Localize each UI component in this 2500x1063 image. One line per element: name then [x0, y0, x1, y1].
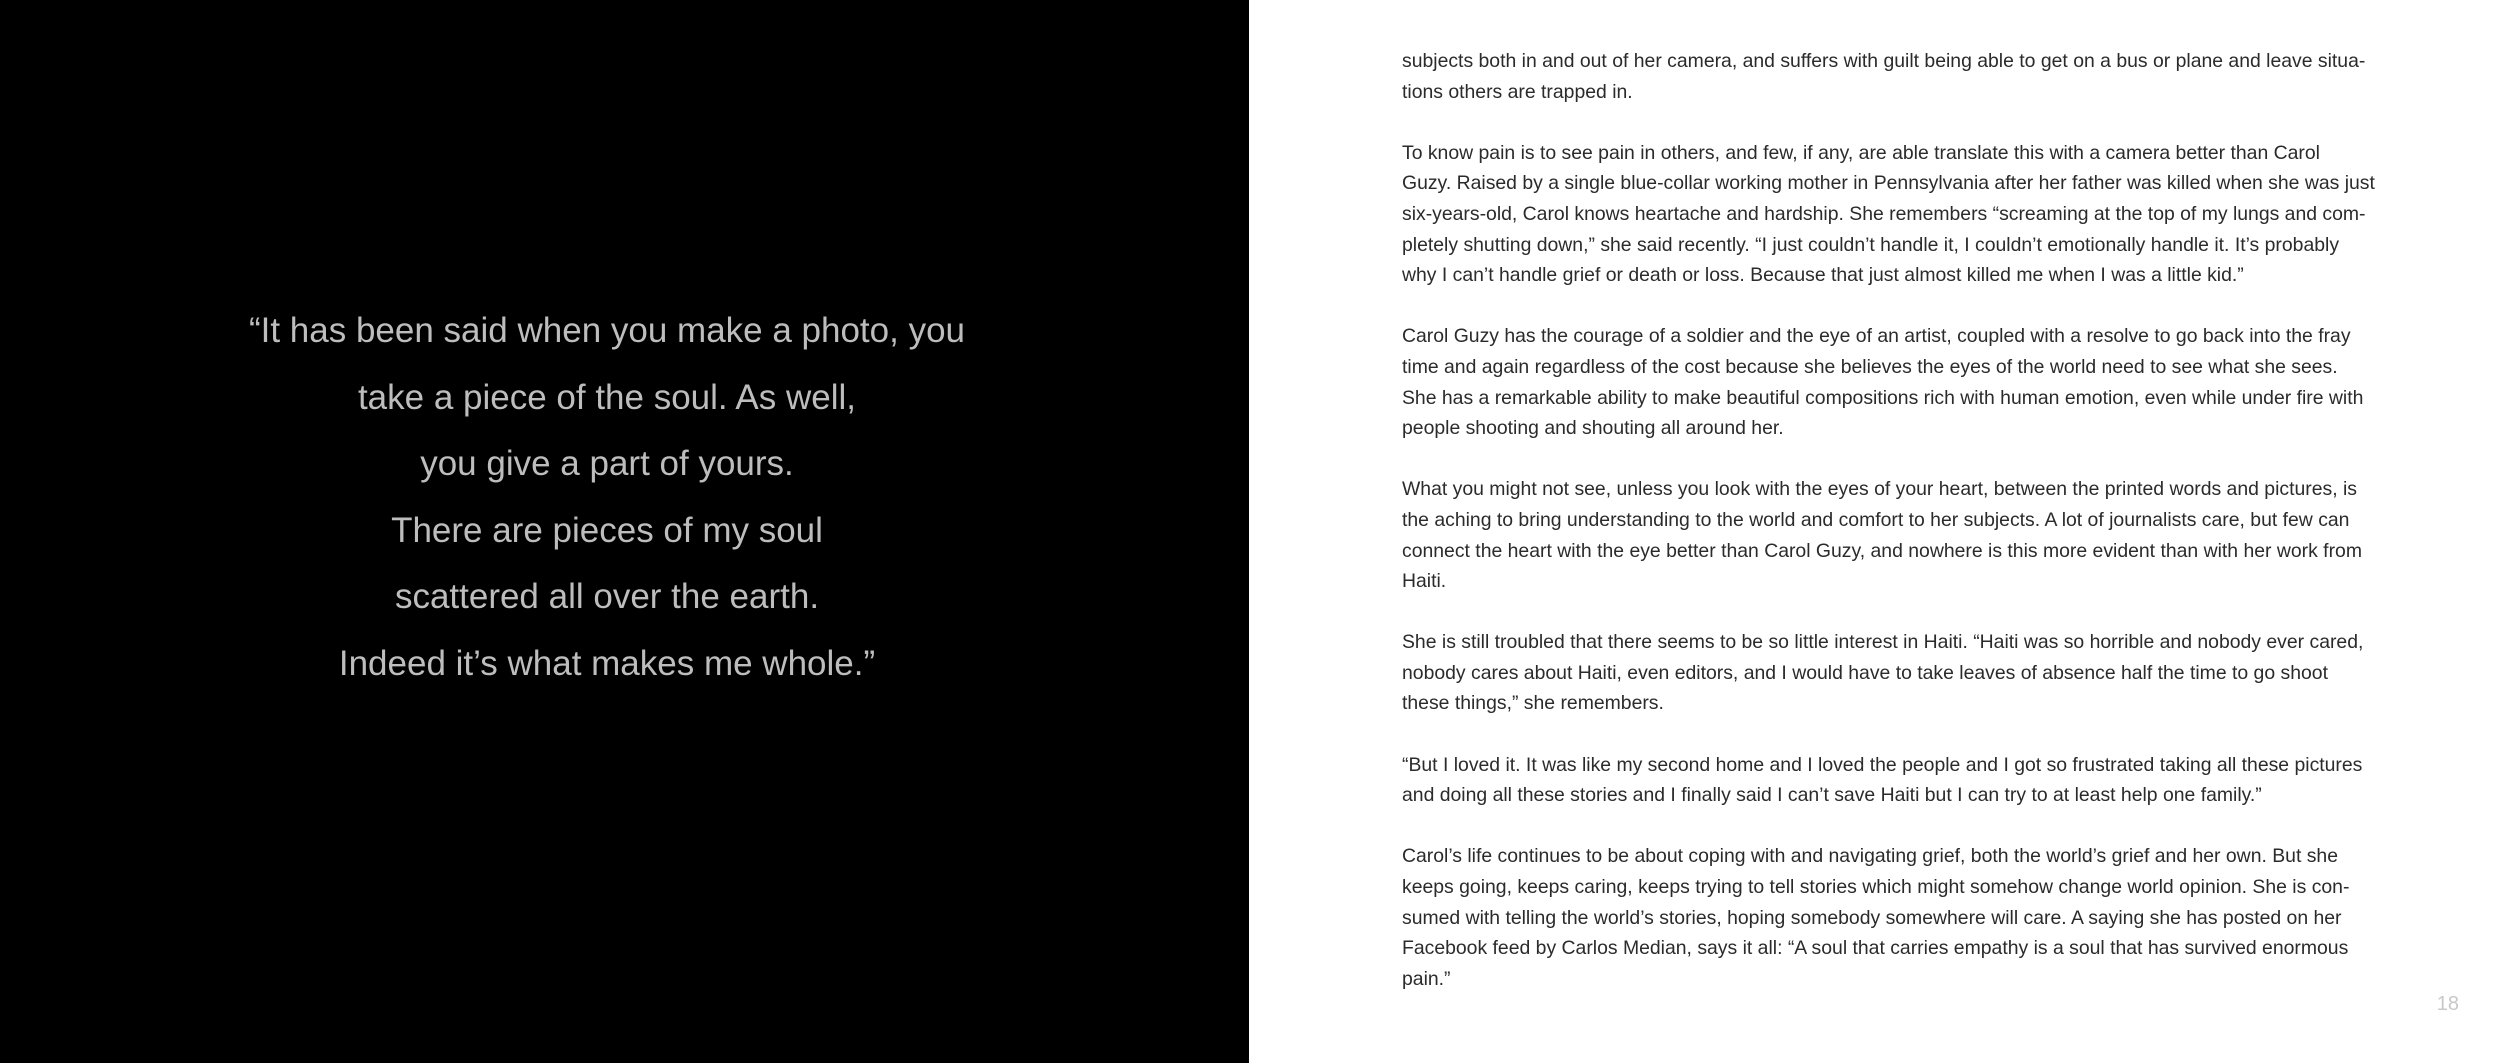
text-line: Facebook feed by Carlos Median, says it all: “A soul that carries empathy is a soul that has survived enormous	[1402, 937, 2349, 960]
paragraph	[1402, 138, 2402, 291]
left-page	[0, 0, 1249, 1063]
paragraph	[1402, 474, 2402, 596]
text-line: What you might not see, unless you look with the eyes of your heart, between the printed words and pictures, is	[1402, 478, 2357, 501]
text-line: these things,” she remembers.	[1402, 692, 1664, 715]
paragraph	[1402, 321, 2402, 443]
text-line: Haiti.	[1402, 570, 1447, 593]
page-number: 18	[2436, 993, 2459, 1015]
text-line: Carol’s life continues to be about coping with and navigating grief, both the world’s grief and her own. But she	[1402, 845, 2339, 868]
text-line: She has a remarkable ability to make beautiful compositions rich with human emotion, even while under fire with	[1402, 386, 2364, 409]
text-line: Carol Guzy has the courage of a soldier and the eye of an artist, coupled with a resolve to go back into the fray	[1402, 325, 2351, 348]
paragraph	[1402, 750, 2402, 811]
article-body	[1402, 46, 2402, 994]
text-line: She is still troubled that there seems to be so little interest in Haiti. “Haiti was so horrible and nobody ever cared,	[1402, 631, 2364, 654]
text-line: time and again regardless of the cost because she believes the eyes of the world need to see what she sees.	[1402, 355, 2338, 378]
text-line: nobody cares about Haiti, even editors, and I would have to take leaves of absence half the time to go shoot	[1402, 661, 2328, 684]
quote-line: you give a part of yours.	[420, 444, 794, 484]
text-line: and doing all these stories and I finally said I can’t save Haiti but I can try to at least help one family.”	[1402, 784, 2262, 807]
text-line: To know pain is to see pain in others, and few, if any, are able translate this with a camera better than Carol	[1402, 141, 2320, 164]
text-line: six-years-old, Carol knows heartache and hardship. She remembers “screaming at the top of my lungs and com-	[1402, 202, 2366, 225]
quote-line: scattered all over the earth.	[394, 577, 820, 617]
text-line: tions others are trapped in.	[1402, 80, 1633, 103]
text-line: why I can’t handle grief or death or loss. Because that just almost killed me when I was a little kid.”	[1402, 264, 2244, 287]
text-line: people shooting and shouting all around her.	[1402, 417, 1784, 440]
text-line: subjects both in and out of her camera, and suffers with guilt being able to get on a bus or plane and leave situa-	[1402, 50, 2366, 72]
text-line: the aching to bring understanding to the world and comfort to her subjects. A lot of journalists care, but few can	[1402, 508, 2350, 531]
paragraph	[1402, 46, 2402, 107]
paragraph	[1402, 841, 2402, 994]
text-line: “But I loved it. It was like my second home and I loved the people and I got so frustrated taking all these pictures	[1402, 753, 2363, 776]
quote-line: There are pieces of my soul	[391, 510, 823, 550]
text-line: sumed with telling the world’s stories, hoping somebody somewhere will care. A saying she has posted on her	[1402, 906, 2342, 929]
text-line: pletely shutting down,” she said recently. “I just couldn’t handle it, I couldn’t emotionally handle it. It’s probably	[1402, 233, 2340, 256]
quote-line: take a piece of the soul. As well,	[357, 377, 857, 417]
text-line: Guzy. Raised by a single blue-collar working mother in Pennsylvania after her father was killed when she was just	[1402, 172, 2375, 195]
paragraph	[1402, 627, 2402, 719]
pull-quote	[0, 298, 1214, 698]
text-line: connect the heart with the eye better than Carol Guzy, and nowhere is this more evident than with her work from	[1402, 539, 2362, 562]
right-page	[1249, 0, 2500, 1063]
text-line: pain.”	[1402, 967, 1451, 990]
quote-line: Indeed it’s what makes me whole.”	[338, 643, 876, 683]
text-line: keeps going, keeps caring, keeps trying to tell stories which might somehow change world opinion. She is con-	[1402, 876, 2350, 899]
quote-line: “It has been said when you make a photo, you	[248, 311, 965, 350]
